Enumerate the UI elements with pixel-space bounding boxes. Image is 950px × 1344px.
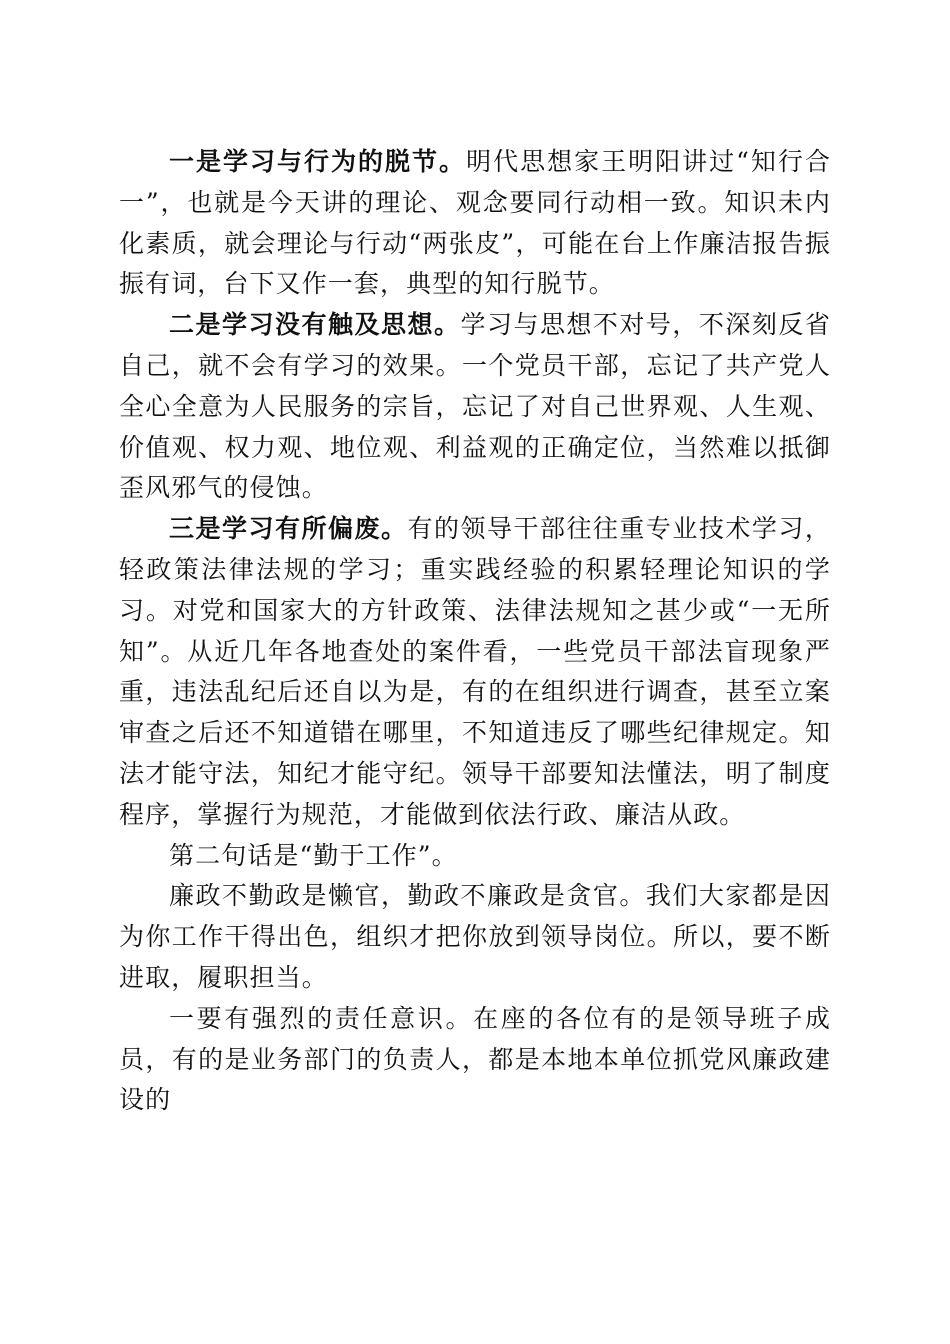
paragraph-2-lead: 二是学习没有触及思想。	[169, 310, 461, 340]
paragraph-1-body: 明代思想家王明阳讲过“知行合一”，也就是今天讲的理论、观念要同行动相一致。知识未内化素质，就会理论与行动“两张皮”，可能在台上作廉洁报告振振有词，台下又作一套，典型的知行脱节。	[119, 147, 832, 299]
paragraph-2	[119, 305, 831, 509]
document-page	[119, 142, 831, 1121]
paragraph-4	[119, 836, 831, 877]
paragraph-6	[119, 999, 831, 1121]
paragraph-5-body: 廉政不勤政是懒官，勤政不廉政是贪官。我们大家都是因为你工作干得出色，组织才把你放到领导岗位。所以，要不断进取，履职担当。	[119, 881, 831, 992]
paragraph-3	[119, 509, 831, 835]
paragraph-3-lead: 三是学习有所偏废。	[169, 514, 408, 544]
paragraph-1-lead: 一是学习与行为的脱节。	[169, 147, 467, 176]
paragraph-5	[119, 876, 831, 998]
paragraph-6-body: 一要有强烈的责任意识。在座的各位有的是领导班子成员，有的是业务部门的负责人，都是本地本单位抓党风廉政建设的	[119, 1003, 831, 1115]
paragraph-1	[119, 142, 831, 305]
paragraph-3-body: 有的领导干部往往重专业技术学习，轻政策法律法规的学习；重实践经验的积累轻理论知识的学习。对党和国家大的方针政策、法律法规知之甚少或“一无所知”。从近几年各地查处的案件看，一些党员干部法盲现象严重，违法乱纪后还自以为是，有的在组织进行调查，甚至立案审查之后还不知道错在哪里，不知道违反了哪些纪律规定。知法才能守法，知纪才能守纪。领导干部要知法懂法，明了制度程序，掌握行为规范，才能做到依法行政、廉洁从政。	[119, 514, 831, 829]
paragraph-2-body: 学习与思想不对号，不深刻反省自己，就不会有学习的效果。一个党员干部，忘记了共产党人全心全意为人民服务的宗旨，忘记了对自己世界观、人生观、价值观、权力观、地位观、利益观的正确定位，当然难以抵御歪风邪气的侵蚀。	[119, 310, 831, 503]
paragraph-4-body: 第二句话是“勤于工作”。	[169, 840, 458, 870]
